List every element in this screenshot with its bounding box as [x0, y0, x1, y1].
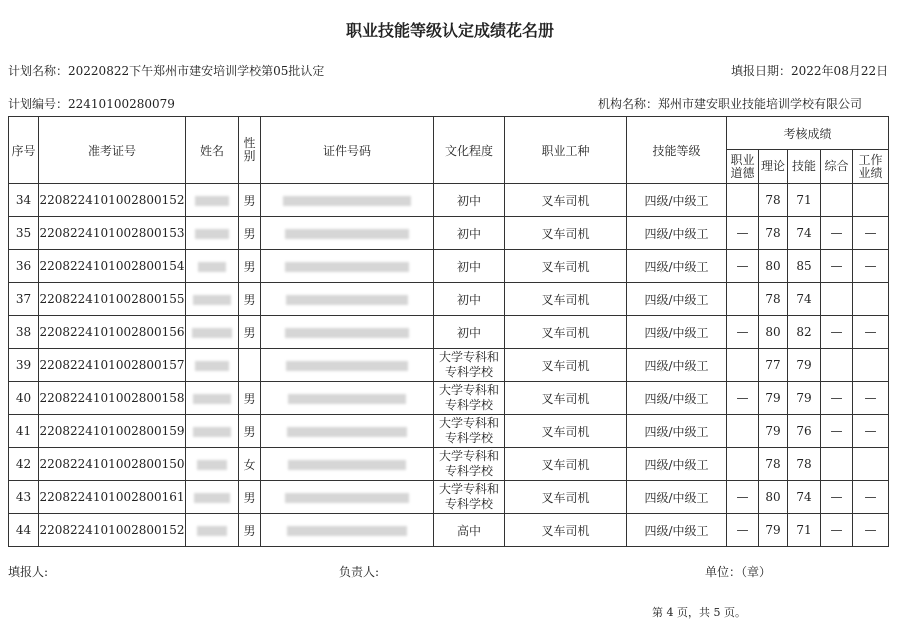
redacted-id-number — [285, 493, 409, 503]
redacted-name — [198, 262, 226, 272]
cell-ethics: — — [727, 514, 759, 547]
cell-ethics — [727, 448, 759, 481]
cell-level: 四级/中级工 — [627, 184, 727, 217]
header-education: 文化程度 — [434, 117, 505, 184]
fill-date — [731, 62, 888, 79]
cell-theory: 79 — [759, 382, 788, 415]
cell-comp — [821, 283, 853, 316]
cell-ethics — [727, 415, 759, 448]
cell-skill: 79 — [788, 349, 821, 382]
redacted-id-number — [287, 427, 407, 437]
plan-number — [8, 95, 175, 112]
cell-exam-no: 2208224101002800161 — [39, 481, 186, 514]
redacted-id-number — [283, 196, 411, 206]
redacted-name — [194, 493, 230, 503]
cell-level: 四级/中级工 — [627, 481, 727, 514]
cell-ethics: — — [727, 382, 759, 415]
cell-ethics: — — [727, 316, 759, 349]
cell-education: 大学专科和专科学校 — [434, 382, 505, 415]
cell-seq: 35 — [9, 217, 39, 250]
cell-comp: — — [821, 316, 853, 349]
cell-id-redacted — [261, 415, 434, 448]
header-skill: 技能 — [788, 150, 821, 184]
cell-trade: 叉车司机 — [505, 283, 627, 316]
cell-trade: 叉车司机 — [505, 448, 627, 481]
cell-education: 初中 — [434, 184, 505, 217]
plan-name-label: 计划名称： — [8, 64, 69, 78]
cell-exam-no: 2208224101002800150 — [39, 448, 186, 481]
cell-theory: 80 — [759, 250, 788, 283]
cell-theory: 80 — [759, 316, 788, 349]
cell-level: 四级/中级工 — [627, 217, 727, 250]
cell-seq: 41 — [9, 415, 39, 448]
cell-level: 四级/中级工 — [627, 382, 727, 415]
cell-id-redacted — [261, 250, 434, 283]
cell-perf: — — [853, 250, 889, 283]
header-id-no: 证件号码 — [261, 117, 434, 184]
cell-gender: 男 — [239, 283, 261, 316]
cell-seq: 42 — [9, 448, 39, 481]
responsible-signature: 负责人: — [339, 565, 380, 579]
cell-perf: — — [853, 382, 889, 415]
cell-skill: 74 — [788, 283, 821, 316]
cell-comp — [821, 448, 853, 481]
cell-exam-no: 2208224101002800159 — [39, 415, 186, 448]
cell-theory: 79 — [759, 514, 788, 547]
cell-perf — [853, 283, 889, 316]
cell-exam-no: 220822410100280015​2 — [39, 184, 186, 217]
redacted-id-number — [286, 295, 408, 305]
fill-date-value: 2022年08月22日 — [791, 64, 889, 78]
cell-perf — [853, 184, 889, 217]
cell-skill: 82 — [788, 316, 821, 349]
cell-trade: 叉车司机 — [505, 217, 627, 250]
redacted-name — [193, 394, 231, 404]
cell-education: 大学专科和专科学校 — [434, 448, 505, 481]
header-assessment: 考核成绩 — [727, 117, 889, 150]
cell-trade: 叉车司机 — [505, 382, 627, 415]
cell-education: 大学专科和专科学校 — [434, 349, 505, 382]
cell-trade: 叉车司机 — [505, 415, 627, 448]
cell-ethics: — — [727, 217, 759, 250]
cell-skill: 71 — [788, 514, 821, 547]
cell-trade: 叉车司机 — [505, 250, 627, 283]
plan-number-value: 22410100280079 — [68, 97, 175, 111]
cell-ethics: — — [727, 481, 759, 514]
cell-level: 四级/中级工 — [627, 448, 727, 481]
header-theory: 理论 — [759, 150, 788, 184]
cell-theory: 79 — [759, 415, 788, 448]
cell-seq: 43 — [9, 481, 39, 514]
cell-seq: 34 — [9, 184, 39, 217]
table-row — [9, 217, 889, 250]
cell-ethics: — — [727, 250, 759, 283]
unit-seal: 单位：（章） — [705, 565, 772, 579]
cell-theory: 78 — [759, 184, 788, 217]
table-row — [9, 514, 889, 547]
cell-name-redacted — [186, 514, 239, 547]
cell-name-redacted — [186, 481, 239, 514]
cell-name-redacted — [186, 283, 239, 316]
cell-theory: 78 — [759, 283, 788, 316]
filler-signature: 填报人: — [8, 565, 49, 579]
cell-trade: 叉车司机 — [505, 481, 627, 514]
cell-id-redacted — [261, 481, 434, 514]
cell-trade: 叉车司机 — [505, 349, 627, 382]
cell-gender: 男 — [239, 250, 261, 283]
cell-perf — [853, 448, 889, 481]
cell-skill: 78 — [788, 448, 821, 481]
cell-trade: 叉车司机 — [505, 514, 627, 547]
cell-id-redacted — [261, 514, 434, 547]
cell-id-redacted — [261, 184, 434, 217]
cell-seq: 39 — [9, 349, 39, 382]
cell-id-redacted — [261, 217, 434, 250]
redacted-name — [193, 295, 231, 305]
cell-skill: 85 — [788, 250, 821, 283]
cell-education: 初中 — [434, 217, 505, 250]
redacted-name — [197, 460, 227, 470]
cell-theory: 77 — [759, 349, 788, 382]
cell-level: 四级/中级工 — [627, 349, 727, 382]
cell-seq: 40 — [9, 382, 39, 415]
table-row — [9, 415, 889, 448]
cell-id-redacted — [261, 349, 434, 382]
cell-seq: 38 — [9, 316, 39, 349]
cell-name-redacted — [186, 184, 239, 217]
cell-exam-no: 2208224101002800156 — [39, 316, 186, 349]
header-name: 姓名 — [186, 117, 239, 184]
organization-value: 郑州市建安职业技能培训学校有限公司 — [658, 97, 863, 111]
cell-perf: — — [853, 316, 889, 349]
cell-perf — [853, 349, 889, 382]
cell-exam-no: 2208224101002800157 — [39, 349, 186, 382]
cell-skill: 79 — [788, 382, 821, 415]
cell-level: 四级/中级工 — [627, 283, 727, 316]
cell-comp: — — [821, 217, 853, 250]
cell-exam-no: 2208224101002800153 — [39, 217, 186, 250]
cell-gender: 男 — [239, 514, 261, 547]
cell-gender: 男 — [239, 316, 261, 349]
cell-perf: — — [853, 415, 889, 448]
cell-level: 四级/中级工 — [627, 415, 727, 448]
redacted-name — [195, 361, 229, 371]
cell-skill: 76 — [788, 415, 821, 448]
cell-education: 初中 — [434, 283, 505, 316]
table-row — [9, 481, 889, 514]
plan-name-value: 20220822下午郑州市建安培训学校第05批认定 — [68, 64, 325, 78]
header-row — [9, 117, 889, 150]
cell-skill: 74 — [788, 217, 821, 250]
cell-level: 四级/中级工 — [627, 514, 727, 547]
cell-id-redacted — [261, 382, 434, 415]
cell-name-redacted — [186, 316, 239, 349]
table-row — [9, 382, 889, 415]
cell-gender: 男 — [239, 415, 261, 448]
redacted-id-number — [285, 229, 409, 239]
cell-comp — [821, 349, 853, 382]
cell-gender: 女 — [239, 448, 261, 481]
cell-comp: — — [821, 514, 853, 547]
table-row — [9, 283, 889, 316]
cell-comp: — — [821, 382, 853, 415]
cell-gender: 男 — [239, 217, 261, 250]
cell-name-redacted — [186, 349, 239, 382]
header-gender: 性别 — [239, 117, 261, 184]
header-ethics: 职业道德 — [727, 150, 759, 184]
fill-date-label: 填报日期： — [731, 64, 792, 78]
cell-ethics — [727, 283, 759, 316]
cell-comp: — — [821, 250, 853, 283]
cell-education: 大学专科和专科学校 — [434, 415, 505, 448]
cell-name-redacted — [186, 250, 239, 283]
cell-theory: 78 — [759, 448, 788, 481]
redacted-name — [195, 229, 229, 239]
cell-seq: 36 — [9, 250, 39, 283]
cell-skill: 74 — [788, 481, 821, 514]
cell-exam-no: 2208224101002800152 — [39, 514, 186, 547]
organization-label: 机构名称： — [598, 97, 659, 111]
redacted-id-number — [288, 394, 406, 404]
cell-level: 四级/中级工 — [627, 250, 727, 283]
redacted-id-number — [285, 328, 409, 338]
header-comprehensive: 综合 — [821, 150, 853, 184]
cell-education: 初中 — [434, 316, 505, 349]
score-roster-table — [8, 116, 889, 547]
cell-gender: 男 — [239, 184, 261, 217]
redacted-name — [195, 196, 229, 206]
cell-gender — [239, 349, 261, 382]
header-performance: 工作业绩 — [853, 150, 889, 184]
cell-education: 大学专科和专科学校 — [434, 481, 505, 514]
redacted-name — [192, 328, 232, 338]
cell-name-redacted — [186, 448, 239, 481]
cell-id-redacted — [261, 316, 434, 349]
table-row — [9, 349, 889, 382]
cell-seq: 44 — [9, 514, 39, 547]
cell-theory: 80 — [759, 481, 788, 514]
cell-exam-no: 2208224101002800154 — [39, 250, 186, 283]
table-row — [9, 184, 889, 217]
redacted-id-number — [285, 262, 409, 272]
cell-seq: 37 — [9, 283, 39, 316]
page-info: 第 4 页，共 5 页。 — [652, 606, 746, 619]
redacted-name — [193, 427, 231, 437]
header-trade: 职业工种 — [505, 117, 627, 184]
cell-ethics — [727, 349, 759, 382]
cell-trade: 叉车司机 — [505, 184, 627, 217]
cell-perf: — — [853, 217, 889, 250]
cell-skill: 71 — [788, 184, 821, 217]
header-exam-no: 准考证号 — [39, 117, 186, 184]
table-row — [9, 250, 889, 283]
redacted-id-number — [286, 361, 408, 371]
plan-name — [8, 62, 324, 79]
cell-comp: — — [821, 415, 853, 448]
redacted-name — [197, 526, 227, 536]
cell-level: 四级/中级工 — [627, 316, 727, 349]
cell-perf: — — [853, 514, 889, 547]
cell-gender: 男 — [239, 382, 261, 415]
redacted-id-number — [288, 460, 406, 470]
cell-id-redacted — [261, 448, 434, 481]
header-level: 技能等级 — [627, 117, 727, 184]
cell-comp — [821, 184, 853, 217]
cell-education: 初中 — [434, 250, 505, 283]
cell-exam-no: 2208224101002800158 — [39, 382, 186, 415]
cell-education: 高中 — [434, 514, 505, 547]
cell-name-redacted — [186, 382, 239, 415]
cell-exam-no: 2208224101002800155 — [39, 283, 186, 316]
cell-trade: 叉车司机 — [505, 316, 627, 349]
cell-comp: — — [821, 481, 853, 514]
table-row — [9, 448, 889, 481]
header-seq: 序号 — [9, 117, 39, 184]
roster-title: 职业技能等级认定成绩花名册 — [345, 21, 554, 40]
cell-name-redacted — [186, 415, 239, 448]
cell-name-redacted — [186, 217, 239, 250]
cell-ethics — [727, 184, 759, 217]
table-row — [9, 316, 889, 349]
cell-perf: — — [853, 481, 889, 514]
organization — [598, 95, 862, 112]
plan-number-label: 计划编号： — [8, 97, 69, 111]
redacted-id-number — [287, 526, 407, 536]
cell-id-redacted — [261, 283, 434, 316]
cell-gender: 男 — [239, 481, 261, 514]
cell-theory: 78 — [759, 217, 788, 250]
